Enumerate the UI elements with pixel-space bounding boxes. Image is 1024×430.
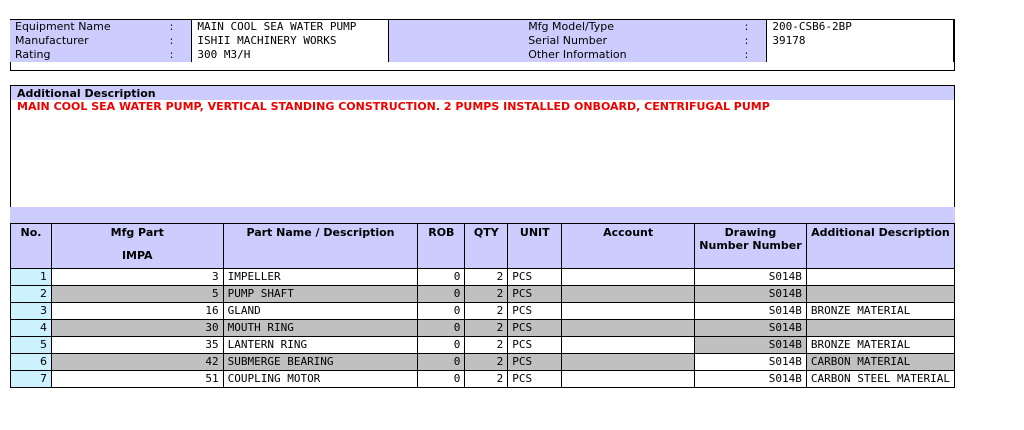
- colon: :: [165, 34, 192, 48]
- row-account: [562, 303, 695, 320]
- row-no: 1: [11, 269, 52, 286]
- table-row: [11, 269, 955, 286]
- row-qty: 2: [465, 303, 508, 320]
- row-mfg-part: 51: [51, 371, 223, 388]
- row-rob: 0: [418, 303, 465, 320]
- row-part-name: MOUTH RING: [223, 320, 418, 337]
- row-unit: PCS: [508, 303, 562, 320]
- row-additional-description: [806, 320, 954, 337]
- divider-band: [10, 207, 955, 223]
- row-account: [562, 269, 695, 286]
- row-mfg-part: 5: [51, 286, 223, 303]
- equipment-name-label: Equipment Name: [10, 20, 165, 34]
- row-part-name: GLAND: [223, 303, 418, 320]
- row-additional-description: CARBON STEEL MATERIAL: [806, 371, 954, 388]
- row-mfg-part: 16: [51, 303, 223, 320]
- row-unit: PCS: [508, 354, 562, 371]
- equipment-name-value: MAIN COOL SEA WATER PUMP: [192, 20, 389, 34]
- row-qty: 2: [465, 286, 508, 303]
- mfg-model-label: Mfg Model/Type: [523, 20, 739, 34]
- row-rob: 0: [418, 269, 465, 286]
- manufacturer-label: Manufacturer: [10, 34, 165, 48]
- row-qty: 2: [465, 371, 508, 388]
- table-row: [11, 371, 955, 388]
- row-qty: 2: [465, 354, 508, 371]
- colon: :: [740, 48, 767, 62]
- colon: :: [165, 20, 192, 34]
- colon: :: [740, 20, 767, 34]
- row-qty: 2: [465, 269, 508, 286]
- row-additional-description: [806, 286, 954, 303]
- serial-number-value: 39178: [767, 34, 954, 48]
- row-unit: PCS: [508, 337, 562, 354]
- row-rob: 0: [418, 320, 465, 337]
- row-no: 2: [11, 286, 52, 303]
- row-unit: PCS: [508, 371, 562, 388]
- row-part-name: SUBMERGE BEARING: [223, 354, 418, 371]
- row-part-name: IMPELLER: [223, 269, 418, 286]
- row-account: [562, 337, 695, 354]
- table-row: [11, 337, 955, 354]
- row-additional-description: BRONZE MATERIAL: [806, 337, 954, 354]
- header-qty: QTY: [465, 224, 508, 269]
- row-part-name: PUMP SHAFT: [223, 286, 418, 303]
- header-mfg-part-label: Mfg Part: [110, 226, 164, 239]
- row-account: [562, 371, 695, 388]
- parts-table: [10, 223, 955, 388]
- manufacturer-value: ISHII MACHINERY WORKS: [192, 34, 389, 48]
- header-unit: UNIT: [508, 224, 562, 269]
- row-mfg-part: 30: [51, 320, 223, 337]
- row-drawing: S014B: [695, 286, 807, 303]
- row-account: [562, 354, 695, 371]
- row-additional-description: [806, 269, 954, 286]
- row-unit: PCS: [508, 269, 562, 286]
- equipment-info-table: [10, 20, 954, 62]
- header-impa-label: IMPA: [121, 249, 153, 262]
- table-row: [11, 286, 955, 303]
- row-mfg-part: 3: [51, 269, 223, 286]
- rating-label: Rating: [10, 48, 165, 62]
- row-mfg-part: 35: [51, 337, 223, 354]
- header-no: No.: [11, 224, 52, 269]
- row-qty: 2: [465, 320, 508, 337]
- row-no: 6: [11, 354, 52, 371]
- row-drawing: S014B: [695, 337, 807, 354]
- header-rob: ROB: [418, 224, 465, 269]
- table-row: [11, 303, 955, 320]
- other-information-label: Other Information: [523, 48, 739, 62]
- additional-description-text: MAIN COOL SEA WATER PUMP, VERTICAL STANDING CONSTRUCTION. 2 PUMPS INSTALLED ONBOARD, CENTRIFUGAL PUMP: [17, 100, 770, 113]
- row-drawing: S014B: [695, 269, 807, 286]
- row-part-name: COUPLING MOTOR: [223, 371, 418, 388]
- other-information-value: [767, 48, 954, 62]
- header-additional-description: Additional Description: [806, 224, 954, 269]
- row-unit: PCS: [508, 286, 562, 303]
- row-account: [562, 320, 695, 337]
- additional-description-panel: [10, 85, 955, 208]
- row-no: 7: [11, 371, 52, 388]
- row-qty: 2: [465, 337, 508, 354]
- rating-value: 300 M3/H: [192, 48, 389, 62]
- row-rob: 0: [418, 371, 465, 388]
- row-no: 4: [11, 320, 52, 337]
- table-row: [11, 354, 955, 371]
- row-account: [562, 286, 695, 303]
- row-drawing: S014B: [695, 354, 807, 371]
- header-drawing-number: Drawing Number Number: [695, 224, 807, 269]
- colon: :: [740, 34, 767, 48]
- row-additional-description: BRONZE MATERIAL: [806, 303, 954, 320]
- header-mfg-part: [51, 224, 223, 269]
- row-part-name: LANTERN RING: [223, 337, 418, 354]
- row-additional-description: CARBON MATERIAL: [806, 354, 954, 371]
- colon: :: [165, 48, 192, 62]
- table-row: [11, 320, 955, 337]
- row-no: 3: [11, 303, 52, 320]
- additional-description-heading: Additional Description: [11, 86, 954, 100]
- row-drawing: S014B: [695, 320, 807, 337]
- row-rob: 0: [418, 354, 465, 371]
- header-part-name: Part Name / Description: [223, 224, 418, 269]
- row-drawing: S014B: [695, 303, 807, 320]
- row-rob: 0: [418, 286, 465, 303]
- mfg-model-value: 200-CSB6-2BP: [767, 20, 954, 34]
- header-account: Account: [562, 224, 695, 269]
- row-mfg-part: 42: [51, 354, 223, 371]
- row-drawing: S014B: [695, 371, 807, 388]
- serial-number-label: Serial Number: [523, 34, 739, 48]
- row-unit: PCS: [508, 320, 562, 337]
- row-rob: 0: [418, 337, 465, 354]
- row-no: 5: [11, 337, 52, 354]
